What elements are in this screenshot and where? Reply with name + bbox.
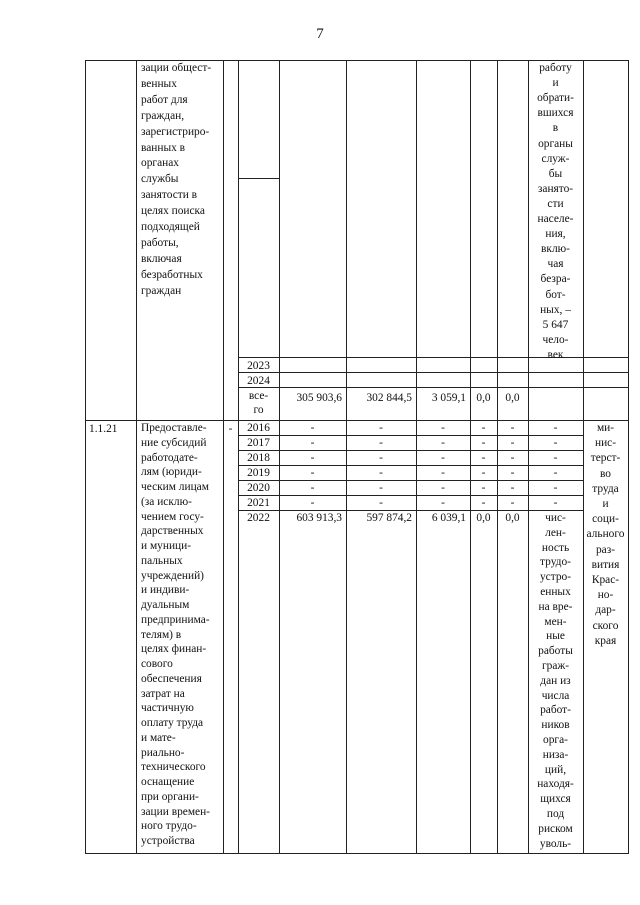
result-line: щихся (540, 793, 571, 806)
result-line: находя- (537, 778, 574, 791)
result-line: числа (541, 689, 570, 702)
name-line: целях финан- (141, 643, 207, 656)
year-cell: 2021 (247, 497, 270, 509)
name-line: ного трудо- (141, 820, 197, 833)
result-line: обрати- (537, 92, 574, 105)
result-line: занято- (537, 182, 574, 195)
value-cell: - (441, 452, 445, 464)
executor-line: дар- (595, 604, 616, 617)
item-number: 1.1.21 (89, 423, 118, 435)
name-line: телям) в (141, 628, 182, 641)
executor-line: края (594, 634, 617, 647)
value-cell: - (553, 497, 558, 509)
page-number: 7 (316, 26, 324, 42)
year-cell-rule (238, 178, 280, 179)
year-cell: 2018 (247, 452, 270, 464)
executor-line: и (602, 498, 609, 510)
name-line: Предоставле- (141, 422, 207, 434)
name-line: пальных (141, 554, 183, 567)
name-line: занятости в (141, 189, 198, 202)
name-line: (за исклю- (141, 495, 192, 508)
value-cell: - (510, 467, 515, 479)
result-line: лен- (545, 526, 566, 539)
name-line: и индиви- (141, 584, 190, 597)
year-cell: 2024 (247, 375, 270, 387)
total-value: 305 903,6 (296, 392, 342, 404)
name-line: чением госу- (141, 510, 204, 523)
total-value: 0,0 (476, 392, 491, 404)
name-line: зации времен- (141, 805, 210, 818)
value-cell: - (310, 467, 315, 479)
row-rule (238, 372, 629, 373)
name-line: венных (141, 77, 177, 90)
value-cell: - (553, 437, 558, 449)
executor-line: ского (592, 619, 619, 632)
result-line: чело- (542, 333, 569, 346)
value-cell: - (481, 437, 486, 449)
name-line: и мате- (141, 731, 176, 744)
year-cell: 2016 (247, 422, 270, 434)
value-cell: - (310, 497, 315, 509)
value-cell: - (481, 467, 486, 479)
value-cell: - (379, 482, 383, 494)
value-cell: - (441, 437, 445, 449)
value-cell: - (553, 467, 558, 479)
result-line: служ- (541, 152, 570, 165)
result-line: органы (538, 137, 573, 150)
name-line: технического (141, 761, 206, 774)
value-cell: - (441, 467, 445, 479)
total-value: 302 844,5 (366, 392, 412, 404)
name-line: риально- (141, 746, 185, 759)
total-value: 0,0 (505, 392, 520, 404)
name-line: оплату труда (141, 717, 204, 729)
result-line: риском (538, 822, 573, 835)
value-cell: - (310, 422, 315, 434)
year-cell: 2019 (247, 467, 270, 479)
value-cell: - (510, 482, 515, 494)
name-line: оснащение (141, 776, 195, 788)
executor-line: во (600, 467, 611, 480)
name-line: ванных в (141, 141, 186, 154)
total-label: все- (248, 390, 269, 402)
result-line: работ- (540, 704, 571, 717)
value-cell: - (510, 422, 515, 434)
result-line: бот- (545, 288, 566, 301)
result-line: ность (541, 541, 570, 554)
result-line: ников (541, 719, 570, 732)
name-line: ние субсидий (141, 436, 207, 449)
year-cell: 2022 (247, 512, 270, 524)
value-cell: - (441, 497, 445, 509)
value-cell: 6 039,1 (431, 512, 466, 524)
name-line: работы, (141, 236, 179, 249)
name-line: работодате- (141, 451, 198, 464)
value-cell: - (510, 497, 515, 509)
result-line: век (547, 348, 564, 361)
name-line: целях поиска (141, 205, 205, 218)
column-rule (136, 60, 137, 854)
name-line: предпринима- (141, 613, 210, 626)
name-line: сового (141, 658, 173, 670)
value-cell: - (379, 437, 383, 449)
value-cell: - (481, 497, 486, 509)
result-line: ных, – (540, 303, 571, 316)
name-line: безработных (141, 268, 203, 281)
name-line: зации общест- (141, 62, 212, 74)
name-line: включая (141, 252, 182, 265)
result-line: на вре- (538, 600, 573, 613)
result-line: сти (547, 197, 564, 210)
result-line: и (552, 77, 559, 90)
name-line: работ для (141, 93, 188, 106)
year-cell: 2020 (247, 482, 270, 494)
value-cell: 603 913,3 (296, 512, 342, 524)
name-line: зарегистриро- (141, 125, 210, 138)
value-cell: - (553, 452, 558, 464)
result-line: мен- (544, 615, 567, 628)
value-cell: - (510, 452, 515, 464)
name-line: службы (141, 173, 179, 186)
result-line: устро- (539, 571, 572, 584)
result-line: безра- (540, 273, 571, 286)
result-line: работу (539, 62, 572, 74)
value-cell: - (481, 482, 486, 494)
value-cell: - (481, 452, 486, 464)
result-line: в (552, 122, 559, 135)
name-line: дуальным (141, 599, 190, 611)
executor-line: ми- (596, 422, 615, 434)
value-cell: - (441, 482, 445, 494)
result-line: низа- (542, 748, 569, 761)
result-line: бы (548, 167, 563, 180)
result-line: енных (540, 586, 571, 598)
executor-line: раз- (595, 543, 616, 556)
name-line: ческим лицам (141, 481, 209, 493)
value-cell: - (310, 482, 315, 494)
executor-line: нис- (594, 437, 617, 450)
year-cell: 2017 (247, 437, 270, 449)
column-rule (223, 60, 224, 854)
column-rule (85, 60, 86, 854)
table-bottom-rule (85, 853, 629, 854)
name-line: при органи- (141, 790, 199, 803)
name-line: граждан, (141, 109, 185, 122)
value-cell: - (510, 437, 515, 449)
value-cell: - (441, 422, 445, 434)
result-line: работы (538, 645, 573, 658)
result-line: граж- (541, 660, 570, 672)
result-line: ций, (544, 763, 567, 776)
name-line: устройства (141, 835, 195, 847)
name-line: затрат на (141, 687, 185, 700)
executor-line: ального (586, 528, 625, 541)
value-cell: 0,0 (505, 512, 520, 524)
value-cell: - (481, 422, 486, 434)
value-cell: - (553, 422, 558, 434)
result-line: уволь- (539, 837, 572, 850)
executor-line: труда (592, 482, 619, 495)
result-line: трудо- (540, 556, 571, 569)
executor-line: соци- (592, 513, 619, 526)
value-cell: - (310, 452, 315, 464)
result-line: вшихся (537, 107, 574, 120)
status-dash: - (228, 423, 233, 435)
result-line: ные (546, 630, 565, 643)
name-line: лям (юриди- (141, 466, 202, 479)
year-cell: 2023 (247, 360, 270, 372)
name-line: граждан (141, 284, 182, 297)
name-line: обеспечения (141, 672, 202, 685)
result-line: ния, (545, 228, 566, 241)
result-line: населе- (537, 213, 574, 225)
name-line: частичную (141, 702, 194, 715)
result-line: чая (547, 258, 564, 271)
value-cell: - (379, 467, 383, 479)
value-cell: - (379, 452, 383, 464)
executor-line: вития (591, 558, 620, 571)
result-line: под (546, 808, 565, 820)
value-cell: - (553, 482, 558, 494)
value-cell: 597 874,2 (366, 512, 412, 524)
executor-line: терст- (590, 452, 621, 465)
result-line: дан из (540, 674, 571, 687)
row-rule (238, 387, 629, 388)
name-line: органах (141, 157, 179, 170)
result-line: орга- (543, 734, 568, 746)
value-cell: - (379, 422, 383, 434)
name-line: дарственных (141, 525, 204, 538)
executor-line: Крас- (591, 574, 620, 586)
name-line: и муници- (141, 540, 192, 552)
result-line: вклю- (541, 243, 570, 256)
executor-line: но- (597, 589, 614, 602)
name-line: подходящей (141, 221, 200, 233)
total-value: 3 059,1 (431, 392, 466, 404)
value-cell: - (310, 437, 315, 449)
column-rule (628, 60, 629, 854)
result-line: 5 647 (542, 318, 569, 331)
total-label: го (253, 404, 264, 416)
value-cell: - (379, 497, 383, 509)
result-line: чис- (545, 512, 566, 524)
name-line: учреждений) (141, 569, 204, 582)
value-cell: 0,0 (476, 512, 491, 524)
